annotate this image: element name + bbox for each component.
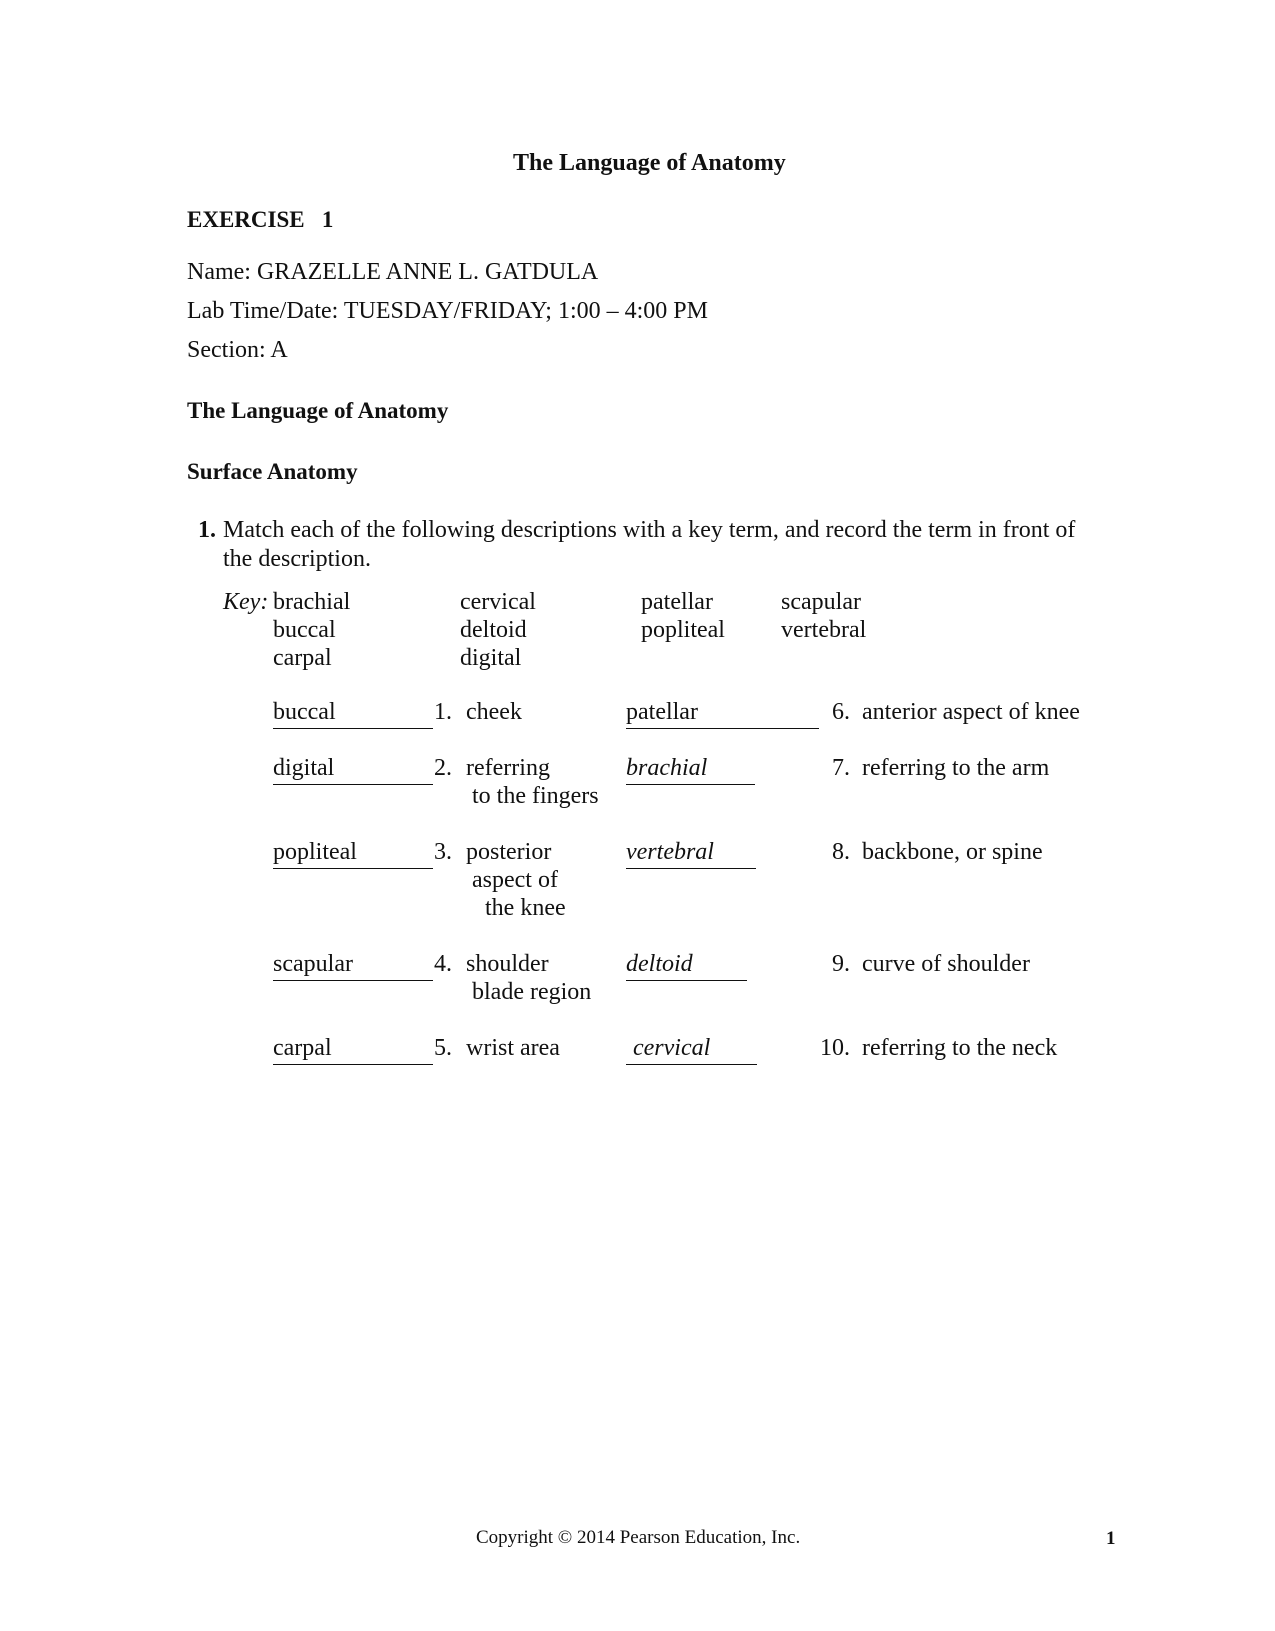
answer-blank[interactable] <box>626 754 755 785</box>
page-title: The Language of Anatomy <box>513 150 786 176</box>
answer-blank[interactable] <box>626 838 756 869</box>
item-number: 10. <box>820 1035 850 1061</box>
answer-text: buccal <box>273 699 336 725</box>
name-line: Name: GRAZELLE ANNE L. GATDULA <box>187 259 599 285</box>
item-description <box>862 950 1030 978</box>
key-term: patellar <box>641 589 713 615</box>
description-line: referring <box>466 755 550 781</box>
answer-blank[interactable] <box>273 950 433 981</box>
answer-text: vertebral <box>626 839 714 865</box>
key-term: vertebral <box>781 617 867 643</box>
item-description <box>862 698 1080 726</box>
page-number: 1 <box>1106 1528 1116 1549</box>
answer-blank[interactable] <box>626 1034 757 1065</box>
answer-text: popliteal <box>273 839 357 865</box>
description-line: wrist area <box>466 1035 560 1061</box>
item-number: 2. <box>434 755 452 781</box>
description-line: referring to the arm <box>862 755 1050 781</box>
answer-blank[interactable] <box>273 1034 433 1065</box>
description-line: posterior <box>466 839 552 865</box>
section-heading: The Language of Anatomy <box>187 398 449 423</box>
description-line: aspect of <box>472 867 558 893</box>
description-line: shoulder <box>466 951 549 977</box>
answer-text: cervical <box>633 1035 711 1061</box>
answer-blank[interactable] <box>273 698 433 729</box>
answer-blank[interactable] <box>626 698 819 729</box>
answer-text: patellar <box>626 699 698 725</box>
item-description <box>466 838 566 922</box>
description-line: cheek <box>466 699 522 725</box>
description-line: blade region <box>472 979 592 1005</box>
item-description <box>862 754 1049 782</box>
answer-blank[interactable] <box>273 838 433 869</box>
question-line-1: Match each of the following descriptions with a key term, and record the term in front of <box>223 517 1076 543</box>
answer-text: scapular <box>273 951 353 977</box>
item-number: 9. <box>832 951 850 977</box>
answer-text: brachial <box>626 755 708 781</box>
description-line: the knee <box>485 895 566 921</box>
answer-text: deltoid <box>626 951 693 977</box>
description-line: to the fingers <box>472 783 599 809</box>
section-line: Section: A <box>187 337 288 363</box>
key-term: deltoid <box>460 617 527 643</box>
question-number: 1. <box>198 517 216 543</box>
answer-text: carpal <box>273 1035 332 1061</box>
item-number: 7. <box>832 755 850 781</box>
copyright-notice: Copyright © 2014 Pearson Education, Inc. <box>476 1527 801 1548</box>
item-number: 5. <box>434 1035 452 1061</box>
item-description <box>862 838 1043 866</box>
item-description <box>466 1034 560 1062</box>
item-description <box>466 698 522 726</box>
answer-text: digital <box>273 755 335 781</box>
item-number: 6. <box>832 699 850 725</box>
item-number: 8. <box>832 839 850 865</box>
exercise-heading <box>187 207 333 233</box>
description-line: backbone, or spine <box>862 839 1043 865</box>
key-term: buccal <box>273 617 336 643</box>
description-line: referring to the neck <box>862 1035 1058 1061</box>
description-line: curve of shoulder <box>862 951 1030 977</box>
item-description <box>862 1034 1057 1062</box>
item-number: 3. <box>434 839 452 865</box>
item-description <box>466 754 599 810</box>
exercise-number: 1 <box>321 207 334 232</box>
item-description <box>466 950 591 1006</box>
subheading: Surface Anatomy <box>187 459 358 484</box>
key-term: popliteal <box>641 617 725 643</box>
answer-blank[interactable] <box>273 754 433 785</box>
description-line: anterior aspect of knee <box>862 699 1080 725</box>
item-number: 1. <box>434 699 452 725</box>
key-term: scapular <box>781 589 861 615</box>
lab-time-line: Lab Time/Date: TUESDAY/FRIDAY; 1:00 – 4:00 PM <box>187 298 708 324</box>
exercise-label: EXERCISE <box>187 207 305 232</box>
question-line-2: the description. <box>223 546 371 572</box>
key-term: digital <box>460 645 522 671</box>
item-number: 4. <box>434 951 452 977</box>
key-term: brachial <box>273 589 351 615</box>
answer-blank[interactable] <box>626 950 747 981</box>
key-label: Key: <box>223 589 269 615</box>
key-term: carpal <box>273 645 332 671</box>
key-term: cervical <box>460 589 536 615</box>
